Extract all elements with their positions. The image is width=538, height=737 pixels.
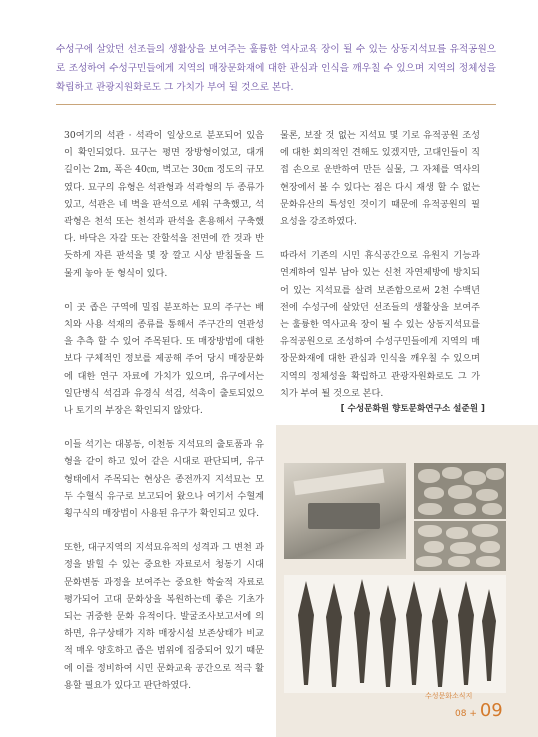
paragraph: 30여기의 석관 · 석곽이 일상으로 분포되어 있음이 확인되었다. 묘구는 평면 장방형이었고, 대개 길이는 2m, 폭은 40㎝, 벽고는 30㎝ 정도의 규모였다. 묘구의 유형은 석관형과 석곽형의 두 종류가 있고, 석관은 네 벽을 판석으로 세워 구축했고, 석곽형은 천석 또는 천석과 판석을 혼용해서 구축했다. 바닥은 자갈 또는 잔할석을 전면에 깐 것과 반듯하게 자른 판석을 몇 장 깔고 시상 받침돌을 드물게 놓아 둔 형식이 있다. xyxy=(64,130,264,279)
article-column-left xyxy=(64,127,264,694)
paragraph: 물론, 보잘 것 없는 지석묘 몇 기로 유적공원 조성에 대한 회의적인 견해도 있겠지만, 고대인들이 직접 손으로 운반하여 만든 실물, 그 자체를 역사의 현장에서 볼 수 있다는 점은 다시 재생 할 수 없는 문화유산의 특성인 것이기 때문에 유적공원의 필요성을 강조하였다. xyxy=(280,130,480,228)
intro-divider xyxy=(56,104,496,105)
stone-cist-photo xyxy=(414,463,506,519)
page-number-left: 08 + xyxy=(455,709,477,719)
intro-paragraph: 수성구에 살았던 선조들의 생활상을 보여주는 훌륭한 역사교육 장이 될 수 있는 상동지석묘를 유적공원으로 조성하여 수성구민들에게 지역의 매장문화재에 대한 관심과 인식을 깨우칠 수 있으며 지역의 정체성을 확립하고 관광지원화로도 그 가치가 부여 될 것으로 본다. xyxy=(56,44,496,93)
article-column-right xyxy=(280,127,480,402)
page-number-right: 09 xyxy=(479,700,503,721)
paragraph: 이들 석기는 대봉동, 이천동 지석묘의 출토품과 유형을 같이 하고 있어 같은 시대로 판단되며, 유구형태에서 주목되는 현상은 종전까지 지석묘는 모두 수혈식 유구로 보고되어 왔으나 여기서 수혈계 횡구식의 매장법이 사용된 유구가 확인되고 있다. xyxy=(64,439,264,520)
paragraph: 또한, 대구지역의 지석묘유적의 성격과 그 변천 과정을 밝힐 수 있는 중요한 자료로서 청동기 시대 문화변동 과정을 보여주는 중요한 학술적 자료로 평가되어 고대 문화상을 복원하는데 좋은 기초가 되는 귀중한 문화 유적이다. 발굴조사보고서에 의하면, 유구상태가 지하 매장시설 보존상태가 비교적 매우 양호하고 좁은 범위에 집중되어 있기 때문에 이를 정비하여 시민 문화교육 공간으로 적극 활용할 필요가 있다고 판단하였다. xyxy=(64,542,264,691)
paragraph: 따라서 기존의 시민 휴식공간으로 유원지 기능과 연계하여 일부 남아 있는 신천 자연제방에 방치되어 있는 지석묘를 살려 보존함으로써 2천 수백년 전에 수성구에 살았던 선조들의 생활상을 보여주는 훌륭한 역사교육 장이 될 수 있는 상동지석묘를 유적공원으로 조성하여 수성구민들에게 지역의 매장문화재에 대한 관심과 인식을 깨우칠 수 있으며 지역의 정체성을 확립하고 관광자원화로도 그 가치가 부여 될 것으로 본다. xyxy=(280,250,480,399)
excavation-photo xyxy=(284,463,406,559)
stone-arrowheads-photo xyxy=(284,575,506,693)
author-signature: [ 수성문화원 향토문화연구소 설준원 ] xyxy=(340,404,485,414)
stone-wall-photo xyxy=(414,521,506,571)
paragraph: 이 곳 좁은 구역에 밀집 분포하는 묘의 주구는 배치와 사용 석재의 종류를 통해서 주구간의 연관성을 추측 할 수 있어 주목된다. 또 매장방법에 대한 보다 구체적인 정보를 제공해 주어 당시 매장문화에 대한 연구 자료에 가치가 있으며, 유구에서는 일단병식 석검과 유경식 석검, 석촉이 출토되었으나 토기의 부장은 확인되지 않았다. xyxy=(64,301,264,417)
page-number xyxy=(455,700,503,721)
magazine-name: 수성문화소식지 xyxy=(425,692,473,700)
